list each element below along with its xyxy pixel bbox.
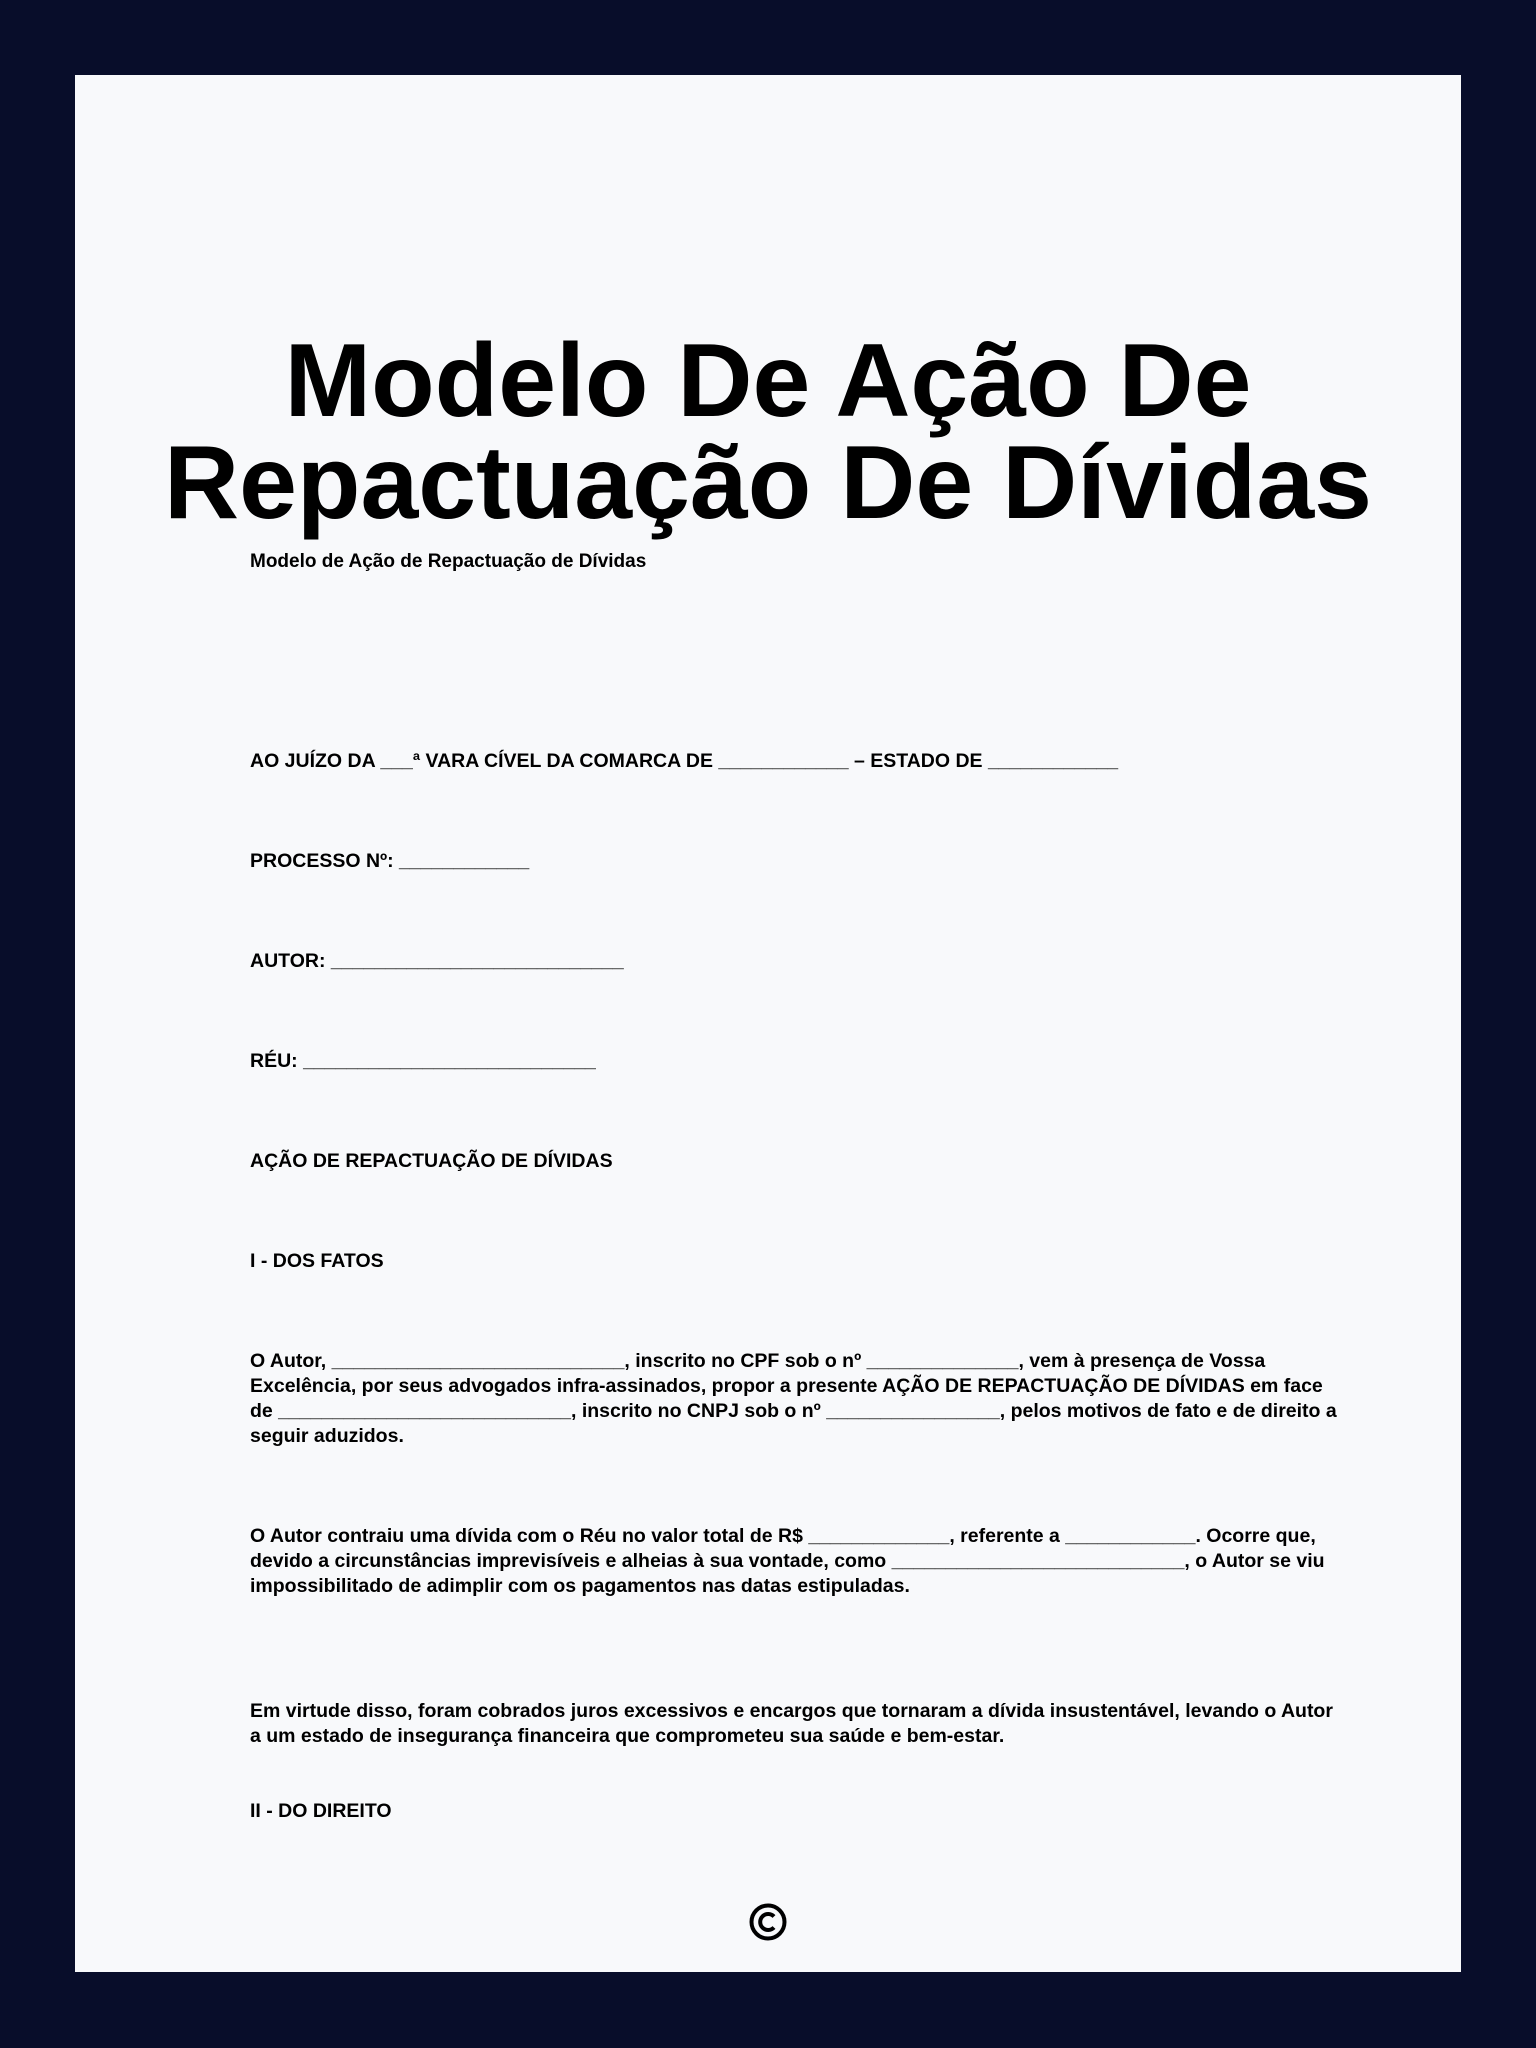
- action-heading: AÇÃO DE REPACTUAÇÃO DE DÍVIDAS: [250, 1150, 613, 1172]
- document-page: [75, 75, 1461, 1972]
- paragraph-debt: O Autor contraiu uma dívida com o Réu no valor total de R$ _____________, referente a ____________. Ocorre que, devido a circunstâncias imprevisíveis e alheias à sua vontade, como ___________________________, o Autor se viu impossibilitado de adimplir com os pagamentos nas datas estipuladas.: [250, 1525, 1330, 1597]
- author-line: AUTOR: ___________________________: [250, 950, 624, 972]
- paragraph-introduction: O Autor, ___________________________, inscrito no CPF sob o nº ______________, vem à presença de Vossa Excelência, por seus advogados infra-assinados, propor a presente AÇÃO DE REPACTUAÇÃO DE DÍVIDAS em face de ___________________________, inscrito no CNPJ sob o nº ________________, pelos motivos de fato e de direito a seguir aduzidos.: [250, 1350, 1343, 1447]
- document-title-line-2: Repactuação De Dívidas: [163, 425, 1373, 541]
- document-title: [75, 323, 1461, 541]
- paragraph-consequences: Em virtude disso, foram cobrados juros excessivos e encargos que tornaram a dívida insustentável, levando o Autor a um estado de insegurança financeira que comprometeu sua saúde e bem-estar.: [250, 1700, 1339, 1747]
- copyright-icon: [748, 1902, 788, 1942]
- document-subtitle: Modelo de Ação de Repactuação de Dívidas: [250, 551, 647, 572]
- defendant-line: RÉU: ___________________________: [250, 1050, 596, 1072]
- law-heading: II - DO DIREITO: [250, 1800, 392, 1822]
- court-line: AO JUÍZO DA ___ª VARA CÍVEL DA COMARCA DE ____________ – ESTADO DE ____________: [250, 750, 1119, 772]
- process-number-line: PROCESSO Nº: ____________: [250, 850, 530, 872]
- document-title-line-1: Modelo De Ação De: [284, 323, 1252, 439]
- facts-heading: I - DOS FATOS: [250, 1250, 384, 1272]
